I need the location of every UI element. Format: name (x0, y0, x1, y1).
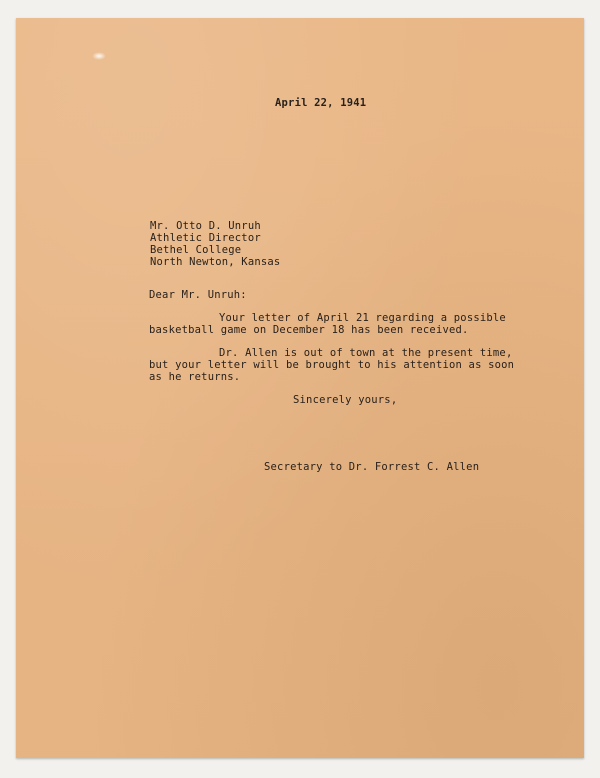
paper-blemish (92, 52, 106, 60)
recipient-name: Mr. Otto D. Unruh (150, 220, 261, 232)
recipient-title: Athletic Director (150, 232, 261, 244)
paragraph-2-line-3: as he returns. (149, 371, 241, 383)
closing: Sincerely yours, (293, 394, 398, 406)
paragraph-2-line-2: but your letter will be brought to his attention as soon (149, 359, 515, 371)
salutation: Dear Mr. Unruh: (149, 289, 247, 301)
recipient-location: North Newton, Kansas (150, 256, 281, 268)
recipient-institution: Bethel College (150, 244, 242, 256)
paragraph-2-line-1: Dr. Allen is out of town at the present time, (219, 347, 513, 359)
paragraph-1-line-1: Your letter of April 21 regarding a possible (219, 312, 506, 324)
paragraph-1-line-2: basketball game on December 18 has been received. (149, 324, 469, 336)
signature-line: Secretary to Dr. Forrest C. Allen (264, 461, 480, 473)
letter-date: April 22, 1941 (275, 97, 367, 109)
letter-page (16, 18, 584, 758)
